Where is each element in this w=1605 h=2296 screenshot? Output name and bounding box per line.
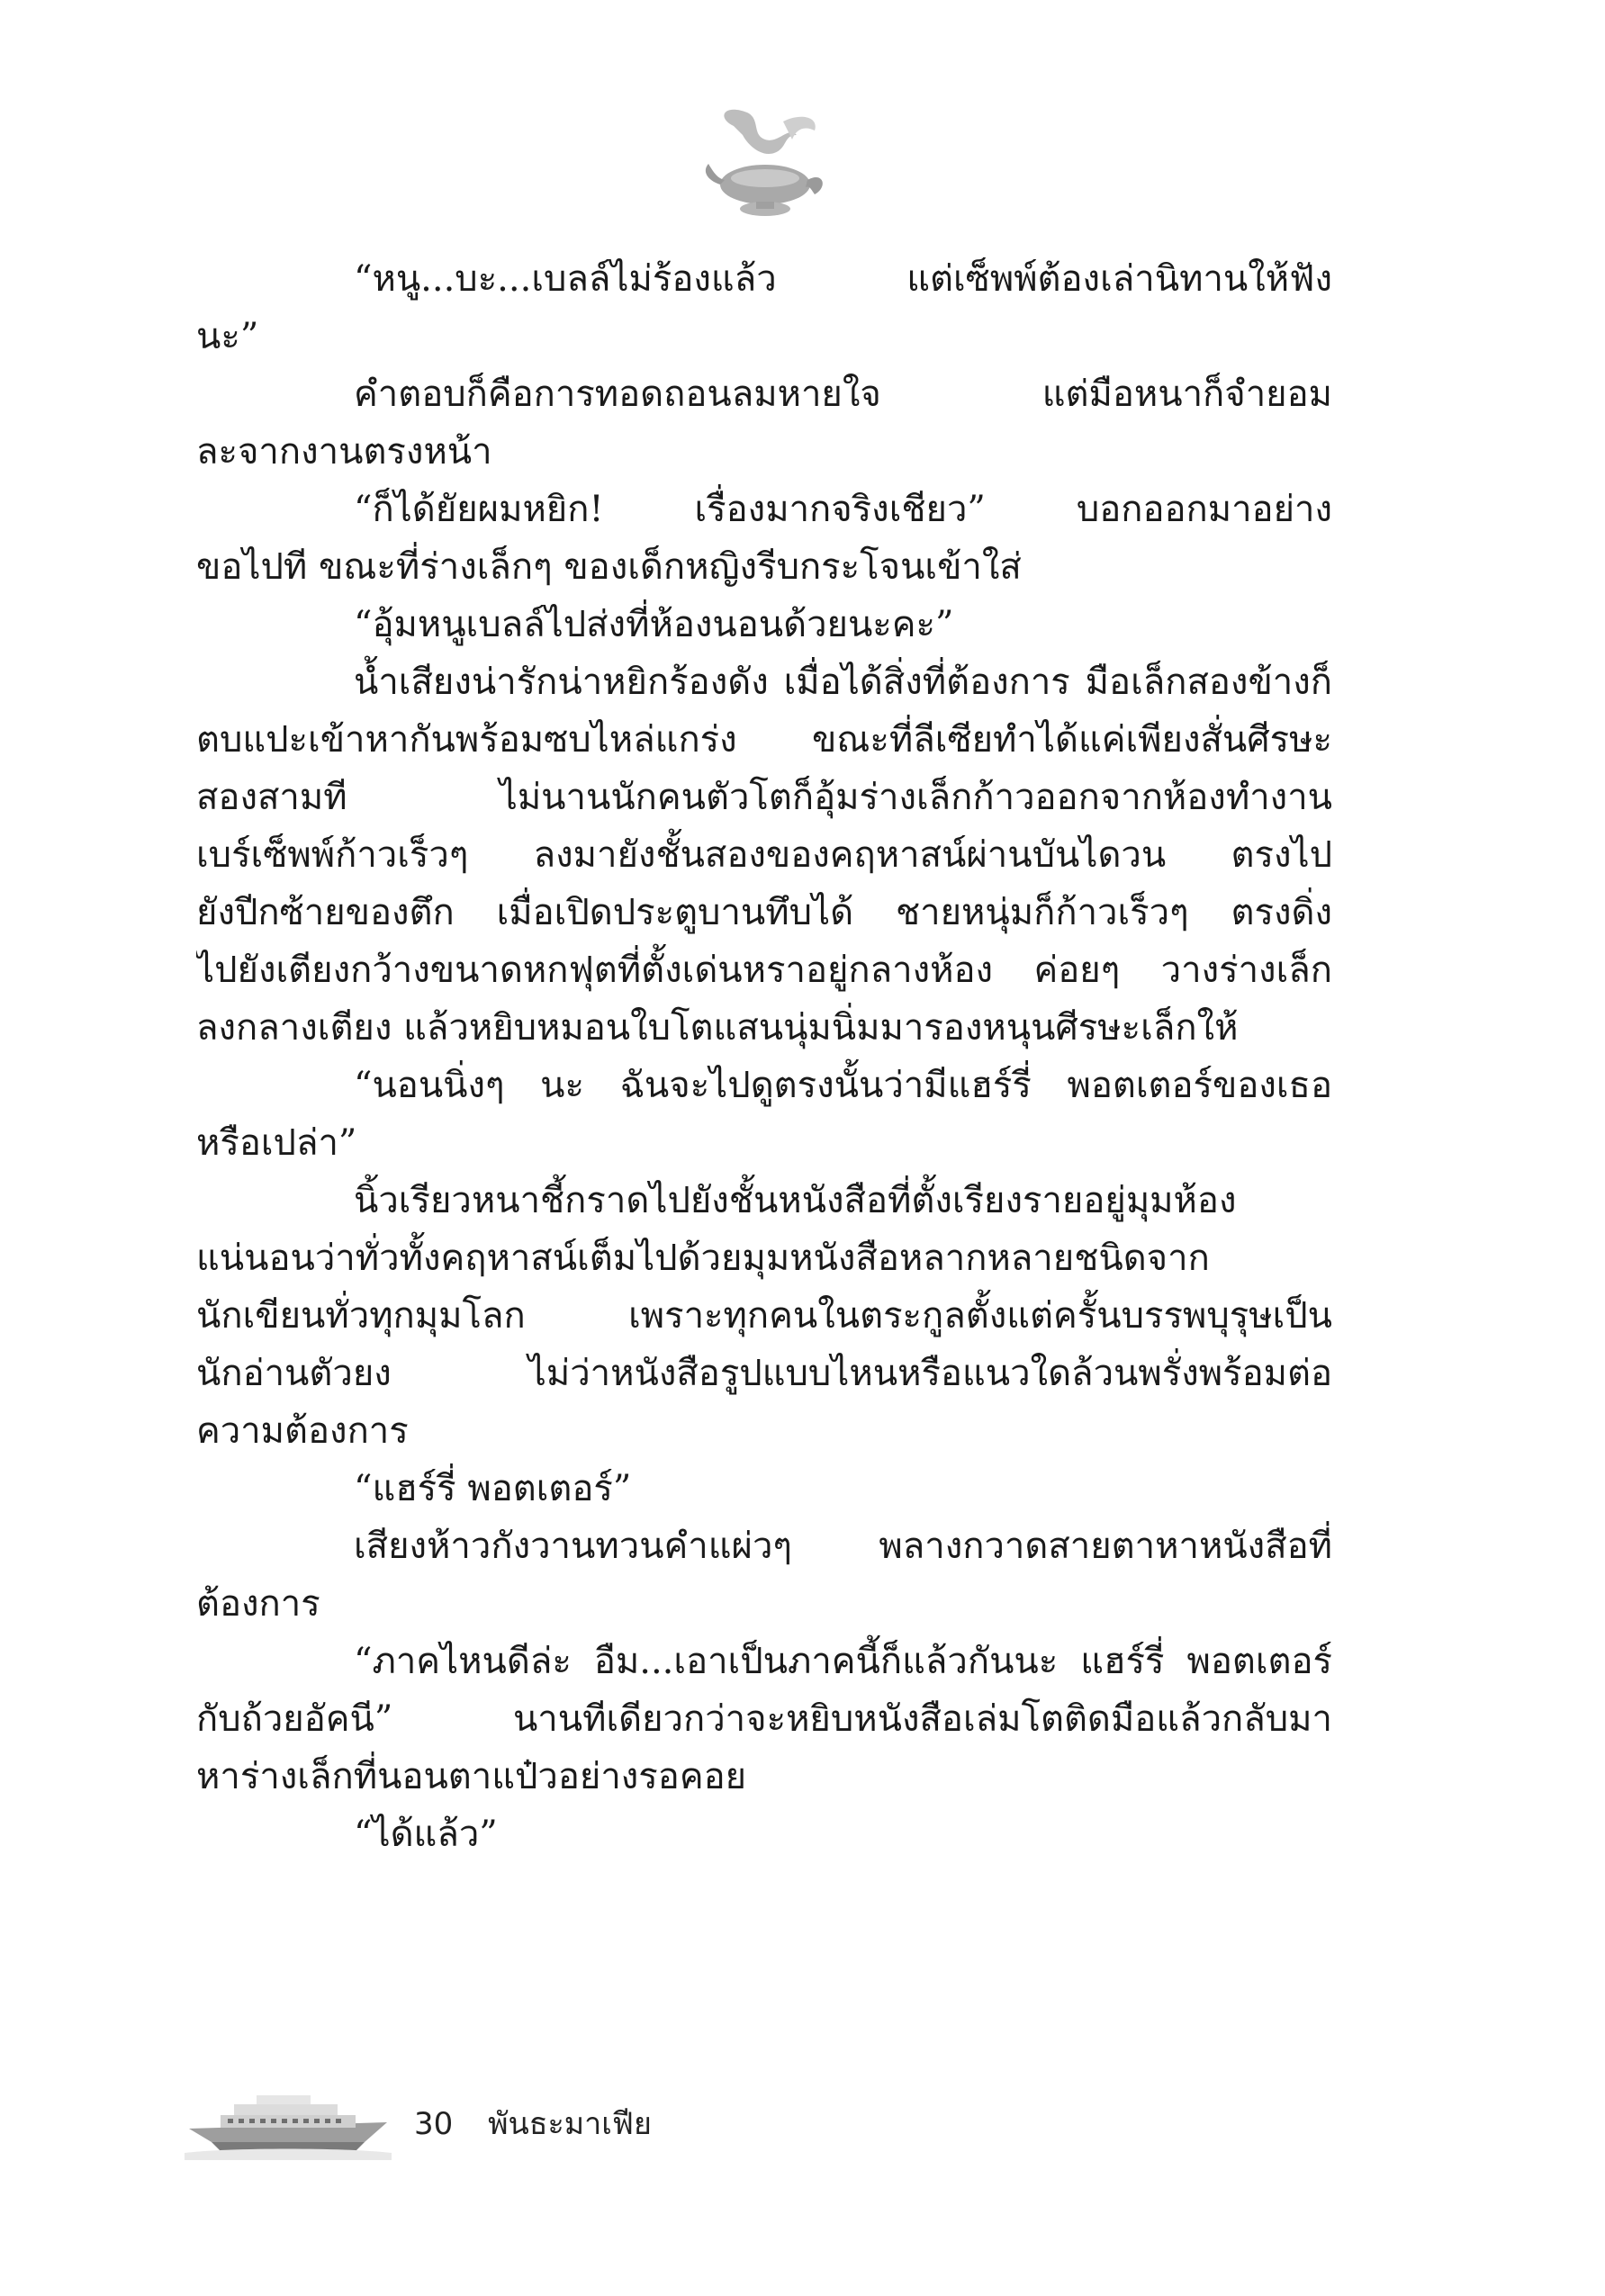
text-line: ลงกลางเตียง แล้วหยิบหมอนใบโตแสนนุ่มนิ่มมารองหนุนศีรษะเล็กให้: [196, 1007, 1239, 1049]
text-line: กับถ้วยอัคนี” นานทีเดียวกว่าจะหยิบหนังสือเล่มโตติดมือแล้วกลับมา: [196, 1698, 1332, 1740]
text-line: “อุ้มหนูเบลล์ไปส่งที่ห้องนอนด้วยนะคะ”: [354, 604, 954, 645]
text-line: น้ำเสียงน่ารักน่าหยิกร้องดัง เมื่อได้สิ่งที่ต้องการ มือเล็กสองข้างก็: [354, 662, 1332, 703]
text-line: ไปยังเตียงกว้างขนาดหกฟุตที่ตั้งเด่นหราอยู่กลางห้อง ค่อยๆ วางร่างเล็ก: [196, 950, 1332, 991]
text-line: ยังปีกซ้ายของตึก เมื่อเปิดประตูบานทึบได้ ชายหนุ่มก็ก้าวเร็วๆ ตรงดิ่ง: [196, 892, 1332, 933]
text-line: หรือเปล่า”: [196, 1122, 357, 1164]
text-line: “ก็ได้ยัยผมหยิก! เรื่องมากจริงเชียว” บอกออกมาอย่าง: [354, 489, 1332, 530]
text-line: เสียงห้าวกังวานทวนคำแผ่วๆ พลางกวาดสายตาหาหนังสือที่: [354, 1526, 1332, 1567]
text-line: ขอไปที ขณะที่ร่างเล็กๆ ของเด็กหญิงรีบกระโจนเข้าใส่: [196, 546, 1022, 588]
text-line: นักอ่านตัวยง ไม่ว่าหนังสือรูปแบบไหนหรือแนวใดล้วนพรั่งพร้อมต่อ: [196, 1353, 1332, 1394]
text-line: ความต้องการ: [196, 1410, 409, 1452]
text-line: นักเขียนทั่วทุกมุมโลก เพราะทุกคนในตระกูลตั้งแต่ครั้นบรรพบุรุษเป็น: [196, 1295, 1332, 1337]
page-footer: [414, 2102, 652, 2147]
text-line: นะ”: [196, 316, 259, 357]
text-line: “แฮร์รี่ พอตเตอร์”: [354, 1468, 632, 1509]
cruise-ship-icon: [185, 2088, 392, 2160]
text-line: “ภาคไหนดีล่ะ อืม...เอาเป็นภาคนี้ก็แล้วกันนะ แฮร์รี่ พอตเตอร์: [354, 1641, 1332, 1682]
text-line: เบร์เซ็พพ์ก้าวเร็วๆ ลงมายังชั้นสองของคฤหาสน์ผ่านบันไดวน ตรงไป: [196, 834, 1332, 876]
book-title: พันธะมาเฟีย: [488, 2106, 652, 2142]
text-line: “นอนนิ่งๆ นะ ฉันจะไปดูตรงนั้นว่ามีแฮร์รี่ พอตเตอร์ของเธอ: [354, 1065, 1332, 1106]
genie-lamp-icon: [698, 108, 833, 230]
text-line: หาร่างเล็กที่นอนตาแป๋วอย่างรอคอย: [196, 1756, 747, 1797]
text-line: สองสามที ไม่นานนักคนตัวโตก็อุ้มร่างเล็กก้าวออกจากห้องทำงาน: [196, 777, 1332, 818]
text-line: นิ้วเรียวหนาชี้กราดไปยังชั้นหนังสือที่ตั้งเรียงรายอยู่มุมห้อง: [354, 1180, 1237, 1221]
text-line: คำตอบก็คือการทอดถอนลมหายใจ แต่มือหนาก็จำยอม: [354, 374, 1332, 415]
text-line: ต้องการ: [196, 1583, 320, 1625]
text-line: แน่นอนว่าทั่วทั้งคฤหาสน์เต็มไปด้วยมุมหนังสือหลากหลายชนิดจาก: [196, 1238, 1210, 1279]
text-line: “ได้แล้ว”: [354, 1814, 498, 1855]
story-text: [196, 250, 1332, 1863]
text-line: ตบแปะเข้าหากันพร้อมซบไหล่แกร่ง ขณะที่ลีเซียทำได้แค่เพียงสั่นศีรษะ: [196, 719, 1332, 761]
page-number: 30: [414, 2106, 454, 2142]
text-line: ละจากงานตรงหน้า: [196, 431, 492, 473]
text-line: “หนู...บะ...เบลล์ไม่ร้องแล้ว แต่เซ็พพ์ต้องเล่านิทานให้ฟัง: [354, 258, 1332, 300]
